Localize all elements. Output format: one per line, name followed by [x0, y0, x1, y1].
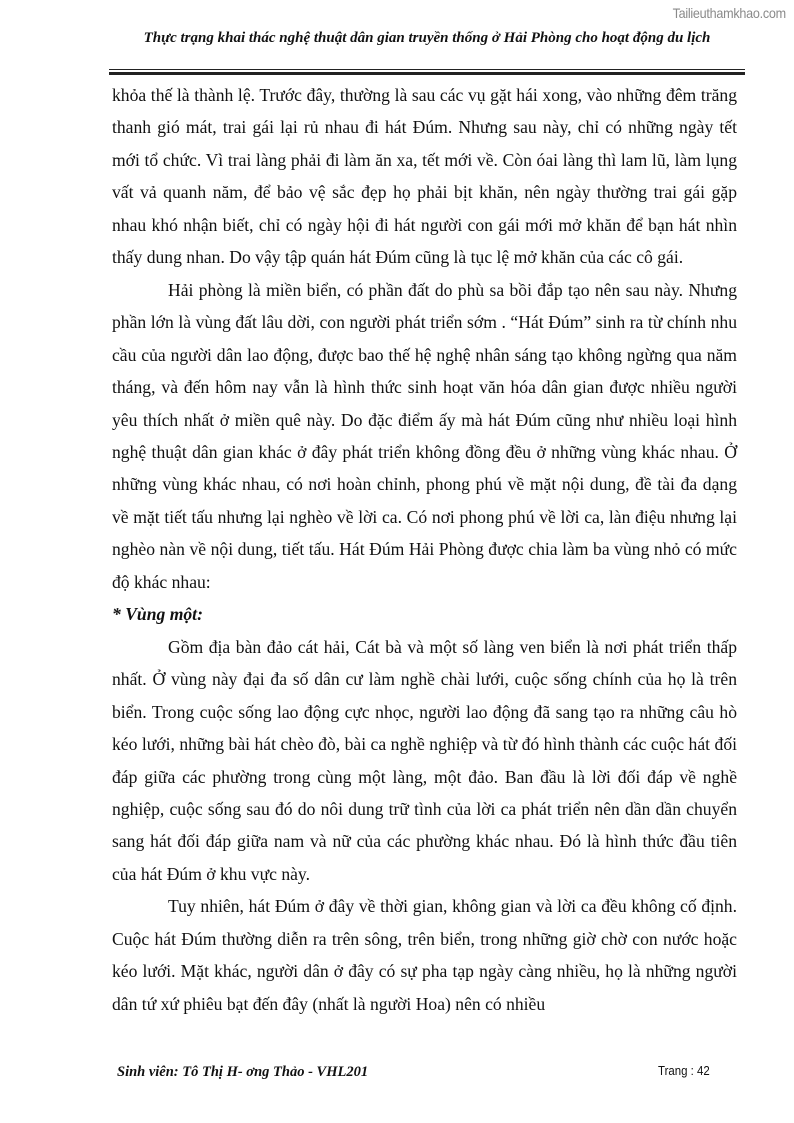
paragraph-1: khỏa thế là thành lệ. Trước đây, thường là sau các vụ gặt hái xong, vào những đêm trăng thanh gió mát, trai gái lại rủ nhau đi hát Đúm. Nhưng sau này, chỉ có những ngày tết mới tổ chức. Vì trai làng phải đi làm ăn xa, tết mới về. Còn óai làng thì lam lũ, làm lụng vất vả quanh năm, để bảo vệ sắc đẹp họ phải bịt khăn, nên ngày thường trai gái gặp nhau khó nhận biết, chỉ có ngày hội đi hát người con gái mới mở khăn để bạn hát nhìn thấy dung nhan. Do vậy tập quán hát Đúm cũng là tục lệ mở khăn của các cô gái.	[112, 85, 737, 268]
paragraph-4: Tuy nhiên, hát Đúm ở đây về thời gian, không gian và lời ca đều không cố định. Cuộc hát Đúm thường diễn ra trên sông, trên biển, trong những giờ chờ con nước hoặc kéo lưới. Mặt khác, người dân ở đây có sự pha tạp ngày càng nhiều, họ là những người dân tứ xứ phiêu bạt đến đây (nhất là người Hoa) nên có nhiều	[112, 896, 737, 1014]
paragraph-3: Gồm địa bàn đảo cát hải, Cát bà và một số làng ven biển là nơi phát triển thấp nhất. Ở vùng này đại đa số dân cư làm nghề chài lưới, cuộc sống chính của họ là trên biển. Trong cuộc sống lao động cực nhọc, người lao động đã sang tạo ra những câu hò kéo lưới, những bài hát chèo đò, bài ca nghề nghiệp và từ đó hình thành các cuộc hát đối đáp giữa các phường trong cùng một làng, một đảo. Ban đầu là lời đối đáp về nghề nghiệp, cuộc sống sau đó do nôi dung trữ tình của lời ca phát triển nên dần dần chuyển sang hát đối đáp giữa nam và nữ của các phường khác nhau. Đó là hình thức đầu tiên của hát Đúm ở khu vực này.	[112, 636, 737, 884]
watermark: Tailieuthamkhao.com	[672, 5, 786, 21]
footer-author: Sinh viên: Tô Thị H- ơng Thảo - VHL201	[117, 1064, 369, 1080]
header-rule-thin	[109, 69, 745, 70]
section-heading-vung-mot: * Vùng một:	[112, 604, 203, 625]
document-body	[112, 79, 737, 1020]
running-header-title: Thực trạng khai thác nghệ thuật dân gian truyền thống ở Hải Phòng cho hoạt động du lịch	[143, 30, 711, 46]
page-number: Trang : 42	[658, 1063, 710, 1078]
header-rule-thick	[109, 72, 745, 75]
paragraph-2: Hải phòng là miền biển, có phần đất do phù sa bồi đắp tạo nên sau này. Nhưng phần lớn là vùng đất lâu dời, con người phát triển sớm . “Hát Đúm” sinh ra từ chính nhu cầu của người dân lao động, được bao thế hệ nghệ nhân sáng tạo không ngừng qua năm tháng, và đến hôm nay vẫn là hình thức sinh hoạt văn hóa dân gian được nhiều người yêu thích nhất ở miền quê này. Do đặc điểm ấy mà hát Đúm cũng như nhiều loại hình nghệ thuật dân gian khác ở đây phát triển không đồng đều ở những vùng khác nhau. Ở những vùng khác nhau, có nơi hoàn chỉnh, phong phú về mặt nội dung, đề tài đa dạng về mặt tiết tấu nhưng lại nghèo về lời ca. Có nơi phong phú về lời ca, làn điệu nhưng lại nghèo nàn về nội dung, tiết tấu. Hát Đúm Hải Phòng được chia làm ba vùng nhỏ có mức độ khác nhau:	[112, 279, 737, 592]
